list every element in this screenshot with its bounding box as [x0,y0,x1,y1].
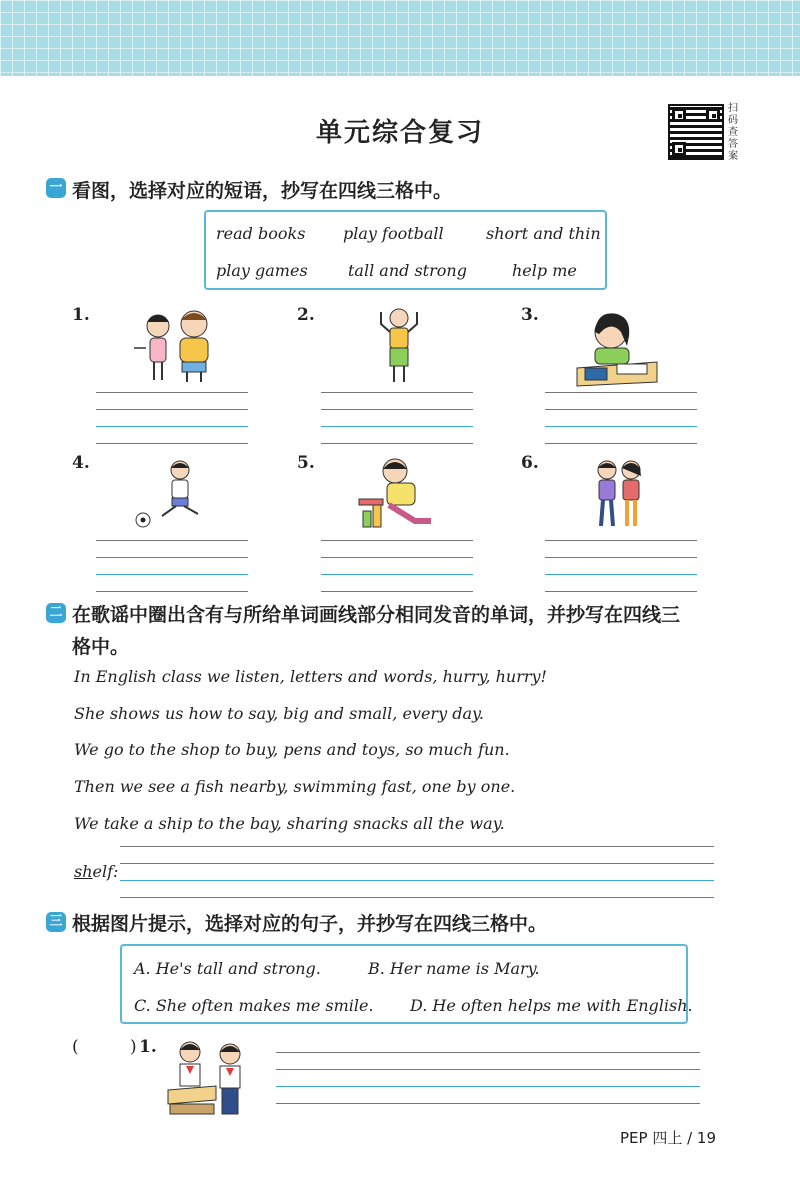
option-b: B. Her name is Mary. [368,959,540,978]
section-2-instruction-line2: 格中。 [72,636,130,658]
option-a: A. He's tall and strong. [134,959,321,978]
given-word [74,862,118,881]
phrase-tall-and-strong: tall and strong [348,261,467,280]
writing-lines-4[interactable] [96,540,248,594]
writing-lines-1[interactable] [96,392,248,446]
option-c: C. She often makes me smile. [134,996,374,1015]
section-1-badge: 一 [46,178,66,198]
section-1-instruction: 看图，选择对应的短语，抄写在四线三格中。 [72,180,453,202]
answer-bracket-close: ) [130,1037,137,1057]
illustration-read-books [577,310,657,390]
section-2-instruction-line1: 在歌谣中圈出含有与所给单词画线部分相同发音的单词，并抄写在四线三 [72,604,681,626]
answer-blank[interactable] [84,1042,128,1062]
qr-code-icon[interactable] [668,104,724,160]
item-3-number: 3. [521,305,539,325]
lyric-line-5: We take a ship to the bay, sharing snacks all the way. [74,814,505,833]
given-word-underlined: sh [74,862,93,881]
item-4-number: 4. [72,453,90,473]
qr-label: 扫码查答案 [728,103,738,162]
writing-lines-6[interactable] [545,540,697,594]
writing-lines-3[interactable] [545,392,697,446]
answer-bracket-open: ( [72,1037,79,1057]
lyric-line-2: She shows us how to say, big and small, every day. [74,704,484,723]
writing-lines-q1[interactable] [276,1052,700,1104]
phrase-help-me: help me [512,261,577,280]
illustration-play-football [132,458,212,530]
page-title: 单元综合复习 [315,118,484,148]
question-1-number: 1. [139,1037,157,1057]
phrase-box [204,210,607,290]
sentence-box [120,944,693,1024]
item-1-number: 1. [72,305,90,325]
item-5-number: 5. [297,453,315,473]
item-6-number: 6. [521,453,539,473]
illustration-classroom [166,1040,252,1120]
given-word-rest: elf [92,862,114,881]
phrase-read-books: read books [216,224,306,243]
given-word-colon: : [113,862,119,881]
lyric-line-4: Then we see a fish nearby, swimming fast, one by one. [74,777,516,796]
writing-lines-2[interactable] [321,392,473,446]
phrase-short-and-thin: short and thin [486,224,601,243]
illustration-play-games [355,455,435,531]
phrase-play-games: play games [216,261,308,280]
section-3-instruction: 根据图片提示，选择对应的句子，并抄写在四线三格中。 [72,913,548,935]
item-2-number: 2. [297,305,315,325]
illustration-short-and-thin [130,306,220,388]
phrase-play-football: play football [343,224,444,243]
lyric-line-1: In English class we listen, letters and words, hurry, hurry! [74,667,547,686]
illustration-help-me [591,456,651,532]
writing-lines-shelf[interactable] [120,846,714,898]
illustration-tall-and-strong [375,306,425,388]
writing-lines-5[interactable] [321,540,473,594]
section-3-badge: 三 [46,912,66,932]
page-footer: PEP 四上 / 19 [620,1129,717,1147]
header-grid-band [0,0,800,76]
section-2-badge: 二 [46,603,66,623]
option-d: D. He often helps me with English. [410,996,693,1015]
lyric-line-3: We go to the shop to buy, pens and toys, so much fun. [74,740,510,759]
